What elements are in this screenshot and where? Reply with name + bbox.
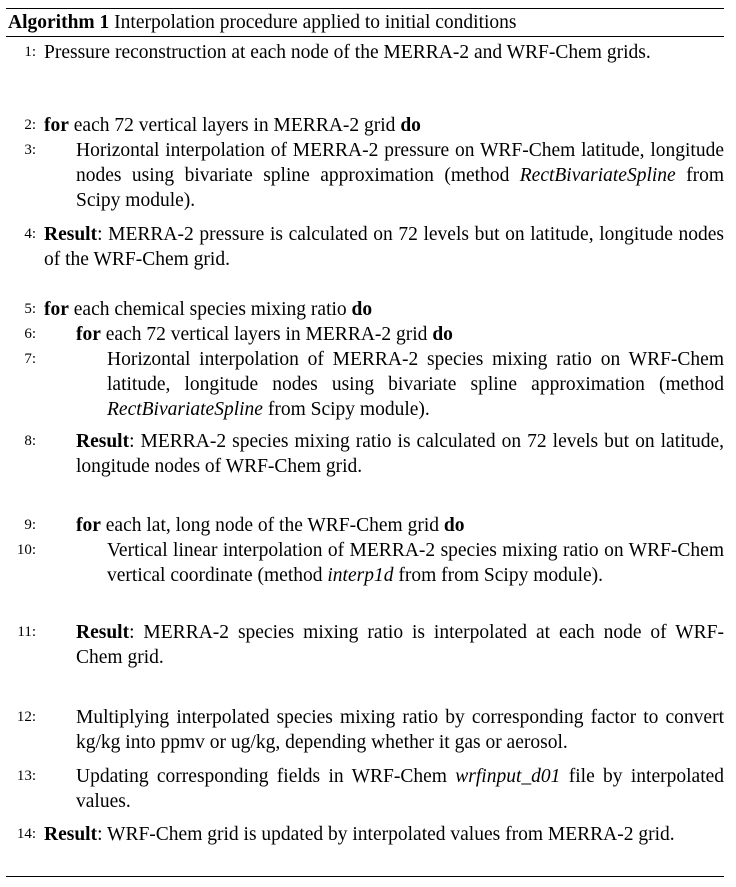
algorithm-label: Algorithm 1 xyxy=(8,12,110,33)
top-rule xyxy=(6,8,724,9)
for-keyword: for xyxy=(44,299,69,320)
line-text xyxy=(107,538,724,588)
result-keyword: Result xyxy=(76,622,130,643)
result-keyword: Result xyxy=(44,824,98,845)
line-number: 3: xyxy=(24,142,36,158)
result-keyword: Result xyxy=(44,224,98,245)
algorithm-title: Interpolation procedure applied to initial conditions xyxy=(114,12,517,33)
text-after: from Scipy module). xyxy=(76,165,725,211)
text-after: from Scipy module). xyxy=(267,399,430,420)
line-number: 7: xyxy=(24,351,36,367)
for-keyword: for xyxy=(76,324,101,345)
line-text xyxy=(44,113,724,138)
line-number: 9: xyxy=(24,517,36,533)
line-number: 5: xyxy=(24,301,36,317)
loop-condition: each 72 vertical layers in MERRA-2 grid xyxy=(73,115,396,136)
line-number: 10: xyxy=(16,542,36,558)
text-before: Vertical linear interpolation of MERRA-2 species mixing ratio on WRF-Chem vertical coordinate (method xyxy=(107,540,724,586)
for-keyword: for xyxy=(76,515,101,536)
do-keyword: do xyxy=(400,115,421,136)
for-keyword: for xyxy=(44,115,69,136)
result-keyword: Result xyxy=(76,431,130,452)
file-name: wrfinput_d01 xyxy=(455,766,561,787)
loop-condition: each lat, long node of the WRF-Chem grid xyxy=(105,515,440,536)
text-before: Horizontal interpolation of MERRA-2 species mixing ratio on WRF-Chem latitude, longitude nodes using bivariate spline approximation (method xyxy=(107,349,724,395)
bottom-rule xyxy=(6,876,724,877)
line-number: 8: xyxy=(24,433,36,449)
text-before: Updating corresponding fields in WRF-Chem xyxy=(76,766,447,787)
text-after: from from Scipy module). xyxy=(398,565,604,586)
line-text xyxy=(76,322,724,347)
line-text xyxy=(76,513,724,538)
line-number: 6: xyxy=(24,326,36,342)
method-name: RectBivariateSpline xyxy=(519,165,676,186)
text-after: file by interpolated values. xyxy=(76,766,725,812)
line-text: Pressure reconstruction at each node of the MERRA-2 and WRF-Chem grids. xyxy=(44,42,651,63)
line-text xyxy=(76,138,724,213)
do-keyword: do xyxy=(432,324,453,345)
result-text: : MERRA-2 species mixing ratio is calculated on 72 levels but on latitude, longitude nodes of WRF-Chem grid. xyxy=(76,431,724,477)
line-text xyxy=(76,620,724,670)
line-text xyxy=(44,297,724,322)
do-keyword: do xyxy=(351,299,373,320)
result-text: : MERRA-2 pressure is calculated on 72 levels but on latitude, longitude nodes of the WRF-Chem grid. xyxy=(44,224,724,270)
result-text: : WRF-Chem grid is updated by interpolated values from MERRA-2 grid. xyxy=(97,824,675,845)
line-text: Multiplying interpolated species mixing ratio by corresponding factor to convert kg/kg into ppmv or ug/kg, depending whether it gas or aerosol. xyxy=(76,707,724,753)
line-number: 2: xyxy=(24,117,36,133)
method-name: interp1d xyxy=(327,565,394,586)
algorithm-block xyxy=(6,8,724,878)
line-text xyxy=(76,429,724,479)
caption-rule xyxy=(6,36,724,37)
line-number: 14: xyxy=(16,826,36,842)
line-text xyxy=(76,764,724,814)
line-number: 12: xyxy=(16,709,36,725)
algorithm-caption xyxy=(8,12,517,34)
method-name: RectBivariateSpline xyxy=(107,399,263,420)
line-number: 13: xyxy=(16,768,36,784)
loop-condition: each 72 vertical layers in MERRA-2 grid xyxy=(105,324,428,345)
do-keyword: do xyxy=(443,515,465,536)
line-text xyxy=(44,222,724,272)
line-text xyxy=(44,822,724,847)
line-number: 4: xyxy=(24,226,36,242)
text-before: Horizontal interpolation of MERRA-2 pressure on WRF-Chem latitude, longitude nodes using bivariate spline approximation (method xyxy=(76,140,724,186)
loop-condition: each chemical species mixing ratio xyxy=(73,299,347,320)
result-text: : MERRA-2 species mixing ratio is interpolated at each node of WRF-Chem grid. xyxy=(76,622,724,668)
line-text xyxy=(107,347,724,422)
line-number: 1: xyxy=(24,44,36,60)
line-number: 11: xyxy=(17,624,36,640)
